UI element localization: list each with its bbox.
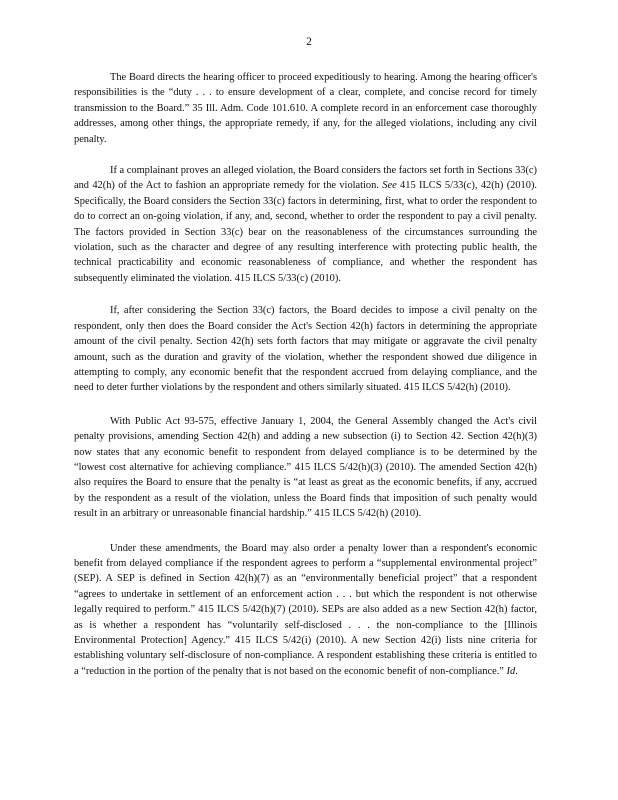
- paragraph-text: Under these amendments, the Board may also order a penalty lower than a respondent's economic benefit from delayed compliance if the respondent agrees to perform a “supplemental environmental project” (SEP). A SEP is defined in Section 42(h)(7) as an “environmentally beneficial project” that a respondent “agrees to undertake in settlement of an enforcement action . . . but which the respondent is not otherwise legally required to perform.” 415 ILCS 5/42(h)(7) (2010). SEPs are also added as a new Section 42(h) factor, as is whether a respondent has “voluntarily self-disclosed . . . the non-compliance to the [Illinois Environmental Protection] Agency.” 415 ILCS 5/42(i) (2010). A new Section 42(i) lists nine criteria for establishing voluntary self-disclosure of non-compliance. A respondent establishing these criteria is entitled to a “reduction in the portion of the penalty that is not based on the economic benefit of non-compliance.”: [74, 542, 537, 677]
- citation-signal-id: Id: [506, 665, 516, 677]
- paragraph-text: 415 ILCS 5/33(c), 42(h) (2010). Specifically, the Board considers the Section 33(c) factors in determining, first, what to order the respondent to do to correct an on-going violation, if any, and, second, whether to order the respondent to pay a civil penalty. The factors provided in Section 33(c) bear on the reasonableness of the circumstances surrounding the violation, such as the character and degree of any resulting interference with protecting public health, the technical practicability and economic reasonableness of compliance, and whether the respondent has subsequently eliminated the violation. 415 ILCS 5/33(c) (2010).: [74, 180, 537, 284]
- paragraph-text: .: [515, 665, 518, 677]
- paragraph-sep-amendments: [74, 541, 537, 680]
- page-number: 2: [306, 36, 312, 48]
- paragraph-section-42h-factors: If, after considering the Section 33(c) factors, the Board decides to impose a civil penalty on the respondent, only then does the Board consider the Act's Section 42(h) factors in determining the appropriate amount of the civil penalty. Section 42(h) sets forth factors that may mitigate or aggravate the civil penalty amount, such as the duration and gravity of the violation, whether the respondent showed due diligence in attempting to comply, any economic benefit that the respondent accrued from delaying compliance, and the need to deter further violations by the respondent and others similarly situated. 415 ILCS 5/42(h) (2010).: [74, 305, 537, 394]
- paragraph-text: If a complainant proves an alleged violation, the Board considers the factors set forth in Sections 33(c) and 42(h) of the Act to fashion an appropriate remedy for the violation.: [74, 165, 537, 192]
- paragraph-public-act-93-575: With Public Act 93-575, effective January 1, 2004, the General Assembly changed the Act's civil penalty provisions, amending Section 42(h) and adding a new subsection (i) to Section 42. Section 42(h)(3) now states that any economic benefit to respondent from delayed compliance is to be determined by the “lowest cost alternative for achieving compliance.” 415 ILCS 5/42(h)(3) (2010). The amended Section 42(h) also requires the Board to ensure that the penalty is “at least as great as the economic benefits, if any, accrued by the respondent as a result of the violation, unless the Board finds that imposition of such penalty would result in an arbitrary or unreasonable financial hardship.” 415 ILCS 5/42(h) (2010).: [74, 415, 537, 520]
- document-body: [74, 70, 537, 698]
- paragraph-hearing-officer-duties: The Board directs the hearing officer to proceed expeditiously to hearing. Among the hearing officer's responsibilities is the “duty . . . to ensure development of a clear, complete, and concise record for timely transmission to the Board.” 35 Ill. Adm. Code 101.610. A complete record in an enforcement case thoroughly addresses, among other things, the appropriate remedy, if any, for the alleged violations, including any civil penalty.: [74, 72, 537, 145]
- paragraph-section-33c-factors: [74, 163, 537, 286]
- citation-signal-see: See: [382, 180, 397, 192]
